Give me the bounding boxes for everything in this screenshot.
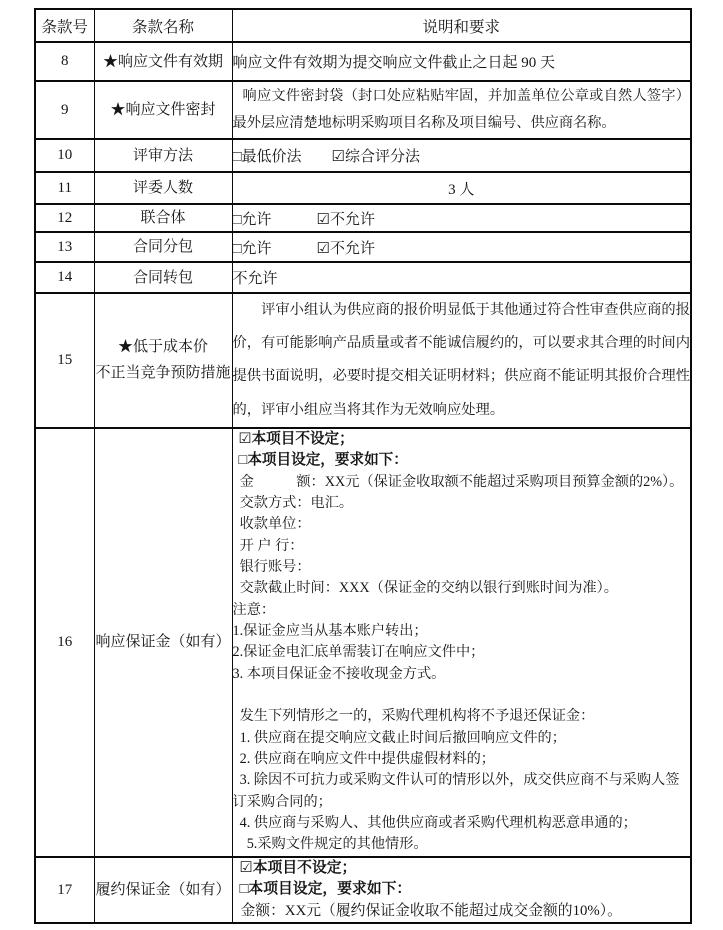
content-line: 开 户 行：	[232, 537, 304, 554]
content-line: 4. 供应商与采购人、其他供应商或者采购代理机构恶意串通的；	[232, 815, 637, 831]
clause-name	[94, 293, 232, 428]
clause-name	[94, 204, 232, 232]
clause-number: 8	[35, 42, 94, 81]
clause-description	[232, 293, 691, 428]
table-row-14	[35, 262, 691, 293]
clause-name	[94, 42, 232, 81]
clause-number: 12	[35, 204, 94, 232]
clause-description	[232, 81, 691, 139]
content-line: 评审小组认为供应商的报价明显低于其他通过符合性审查供应商的报价，有可能影响产品质量或者不能诚信履约的，可以要求其合理的时间内提供书面说明，必要时提交相关证明材料；供应商不能证明其报价合理性的，评审小组应当将其作为无效响应处理。	[232, 302, 690, 418]
table-row-11	[35, 172, 691, 204]
clause-description	[232, 232, 691, 262]
col-header-clause-name: 条款名称	[94, 9, 232, 42]
content-line: 3. 除因不可抗力或采购文件认可的情形以外，成交供应商不与采购人签订采购合同的；	[232, 772, 680, 810]
content-line: 收款单位：	[232, 516, 311, 533]
clause-description	[232, 428, 691, 857]
content-line: □允许 ☑不允许	[232, 211, 376, 228]
clause-number: 11	[35, 172, 94, 204]
clause-description	[232, 172, 691, 204]
table-row-10	[35, 139, 691, 172]
clause-name	[94, 81, 232, 139]
content-line: 交款方式：电汇。	[232, 494, 354, 511]
content-line: □最低价法 ☑综合评分法	[232, 149, 421, 165]
content-line-bold: □本项目设定，要求如下：	[238, 452, 408, 469]
clause-description	[232, 262, 691, 293]
col-header-description: 说明和要求	[232, 9, 691, 42]
table-header-row	[35, 9, 691, 42]
clause-number: 15	[35, 293, 94, 428]
clause-name	[94, 172, 232, 204]
content-line: 1.保证金应当从基本账户转出；	[232, 622, 428, 639]
table-row-16	[35, 428, 691, 857]
terms-table	[34, 8, 692, 924]
clause-name-line: 合同分包	[132, 239, 193, 255]
table-row-15	[35, 293, 691, 428]
clause-name	[94, 262, 232, 293]
clause-number: 13	[35, 232, 94, 262]
content-line: □允许 ☑不允许	[232, 240, 376, 257]
clause-name-line: ★响应文件密封	[110, 102, 216, 118]
clause-name	[94, 139, 232, 172]
content-line-bold: ☑本项目不设定；	[239, 859, 357, 876]
clause-number: 10	[35, 139, 94, 172]
content-line: 银行账号：	[232, 558, 311, 575]
clause-name-line: 联合体	[140, 210, 186, 226]
clause-name-line: 合同转包	[132, 269, 193, 286]
clause-description	[232, 204, 691, 232]
content-line: 3 人	[448, 181, 475, 198]
content-line	[233, 685, 691, 706]
content-line: 1. 供应商在提交响应文截止时间后撤回响应文件的；	[232, 729, 566, 746]
content-line: 5.采购文件规定的其他情形。	[232, 836, 428, 853]
col-header-clause-number: 条款号	[35, 9, 94, 42]
content-line: 交款截止时间：XXX（保证金的交纳以银行到账时间为准）。	[232, 580, 618, 597]
content-line: 金额：XX元（履约保证金收取不能超过成交金额的10%）。	[240, 902, 622, 919]
content-line: 响应文件密封袋（封口处应粘贴牢固，并加盖单位公章或自然人签字）最外层应清楚地标明采购项目名称及项目编号、供应商名称。	[232, 88, 690, 131]
clause-number: 16	[35, 428, 94, 857]
table-row-8	[35, 42, 691, 81]
content-line: 3. 本项目保证金不接收现金方式。	[232, 665, 446, 682]
clause-description	[232, 139, 691, 172]
content-line: 注意：	[232, 601, 276, 618]
clause-number: 9	[35, 81, 94, 139]
content-line-bold: ☑本项目不设定；	[238, 430, 354, 447]
clause-name-line: 履约保证金（如有）	[95, 882, 231, 899]
content-line: 不允许	[232, 271, 278, 287]
content-line: 响应文件有效期为提交响应文件截止之日起 90 天	[232, 55, 556, 71]
table-row-17	[35, 857, 691, 924]
clause-name-line: ★低于成本价	[117, 339, 208, 356]
clause-name	[94, 428, 232, 857]
clause-name-line: 评委人数	[132, 180, 193, 196]
content-line: 发生下列情形之一的，采购代理机构将不予退还保证金：	[232, 708, 595, 725]
content-line: 2. 供应商在响应文件中提供虚假材料的；	[232, 750, 495, 767]
table-row-9	[35, 81, 691, 139]
clause-name	[94, 857, 232, 924]
clause-name-line: 评审方法	[132, 147, 193, 164]
clause-number: 17	[35, 857, 94, 924]
clause-description	[232, 42, 691, 81]
terms-table-body	[35, 42, 691, 923]
clause-name-line: 不正当竞争预防措施	[95, 365, 231, 382]
table-row-12	[35, 204, 691, 232]
clause-name-line: ★响应文件有效期	[102, 53, 223, 70]
content-line: 金 额：XX元（保证金收取额不能超过采购项目预算金额的2%）。	[232, 473, 684, 490]
clause-description	[232, 857, 691, 924]
clause-number: 14	[35, 262, 94, 293]
clause-name-line: 响应保证金（如有）	[95, 634, 231, 651]
content-line: 2.保证金电汇底单需装订在响应文件中；	[232, 644, 485, 661]
table-row-13	[35, 232, 691, 262]
clause-name	[94, 232, 232, 262]
content-line-bold: □本项目设定，要求如下：	[239, 881, 412, 898]
